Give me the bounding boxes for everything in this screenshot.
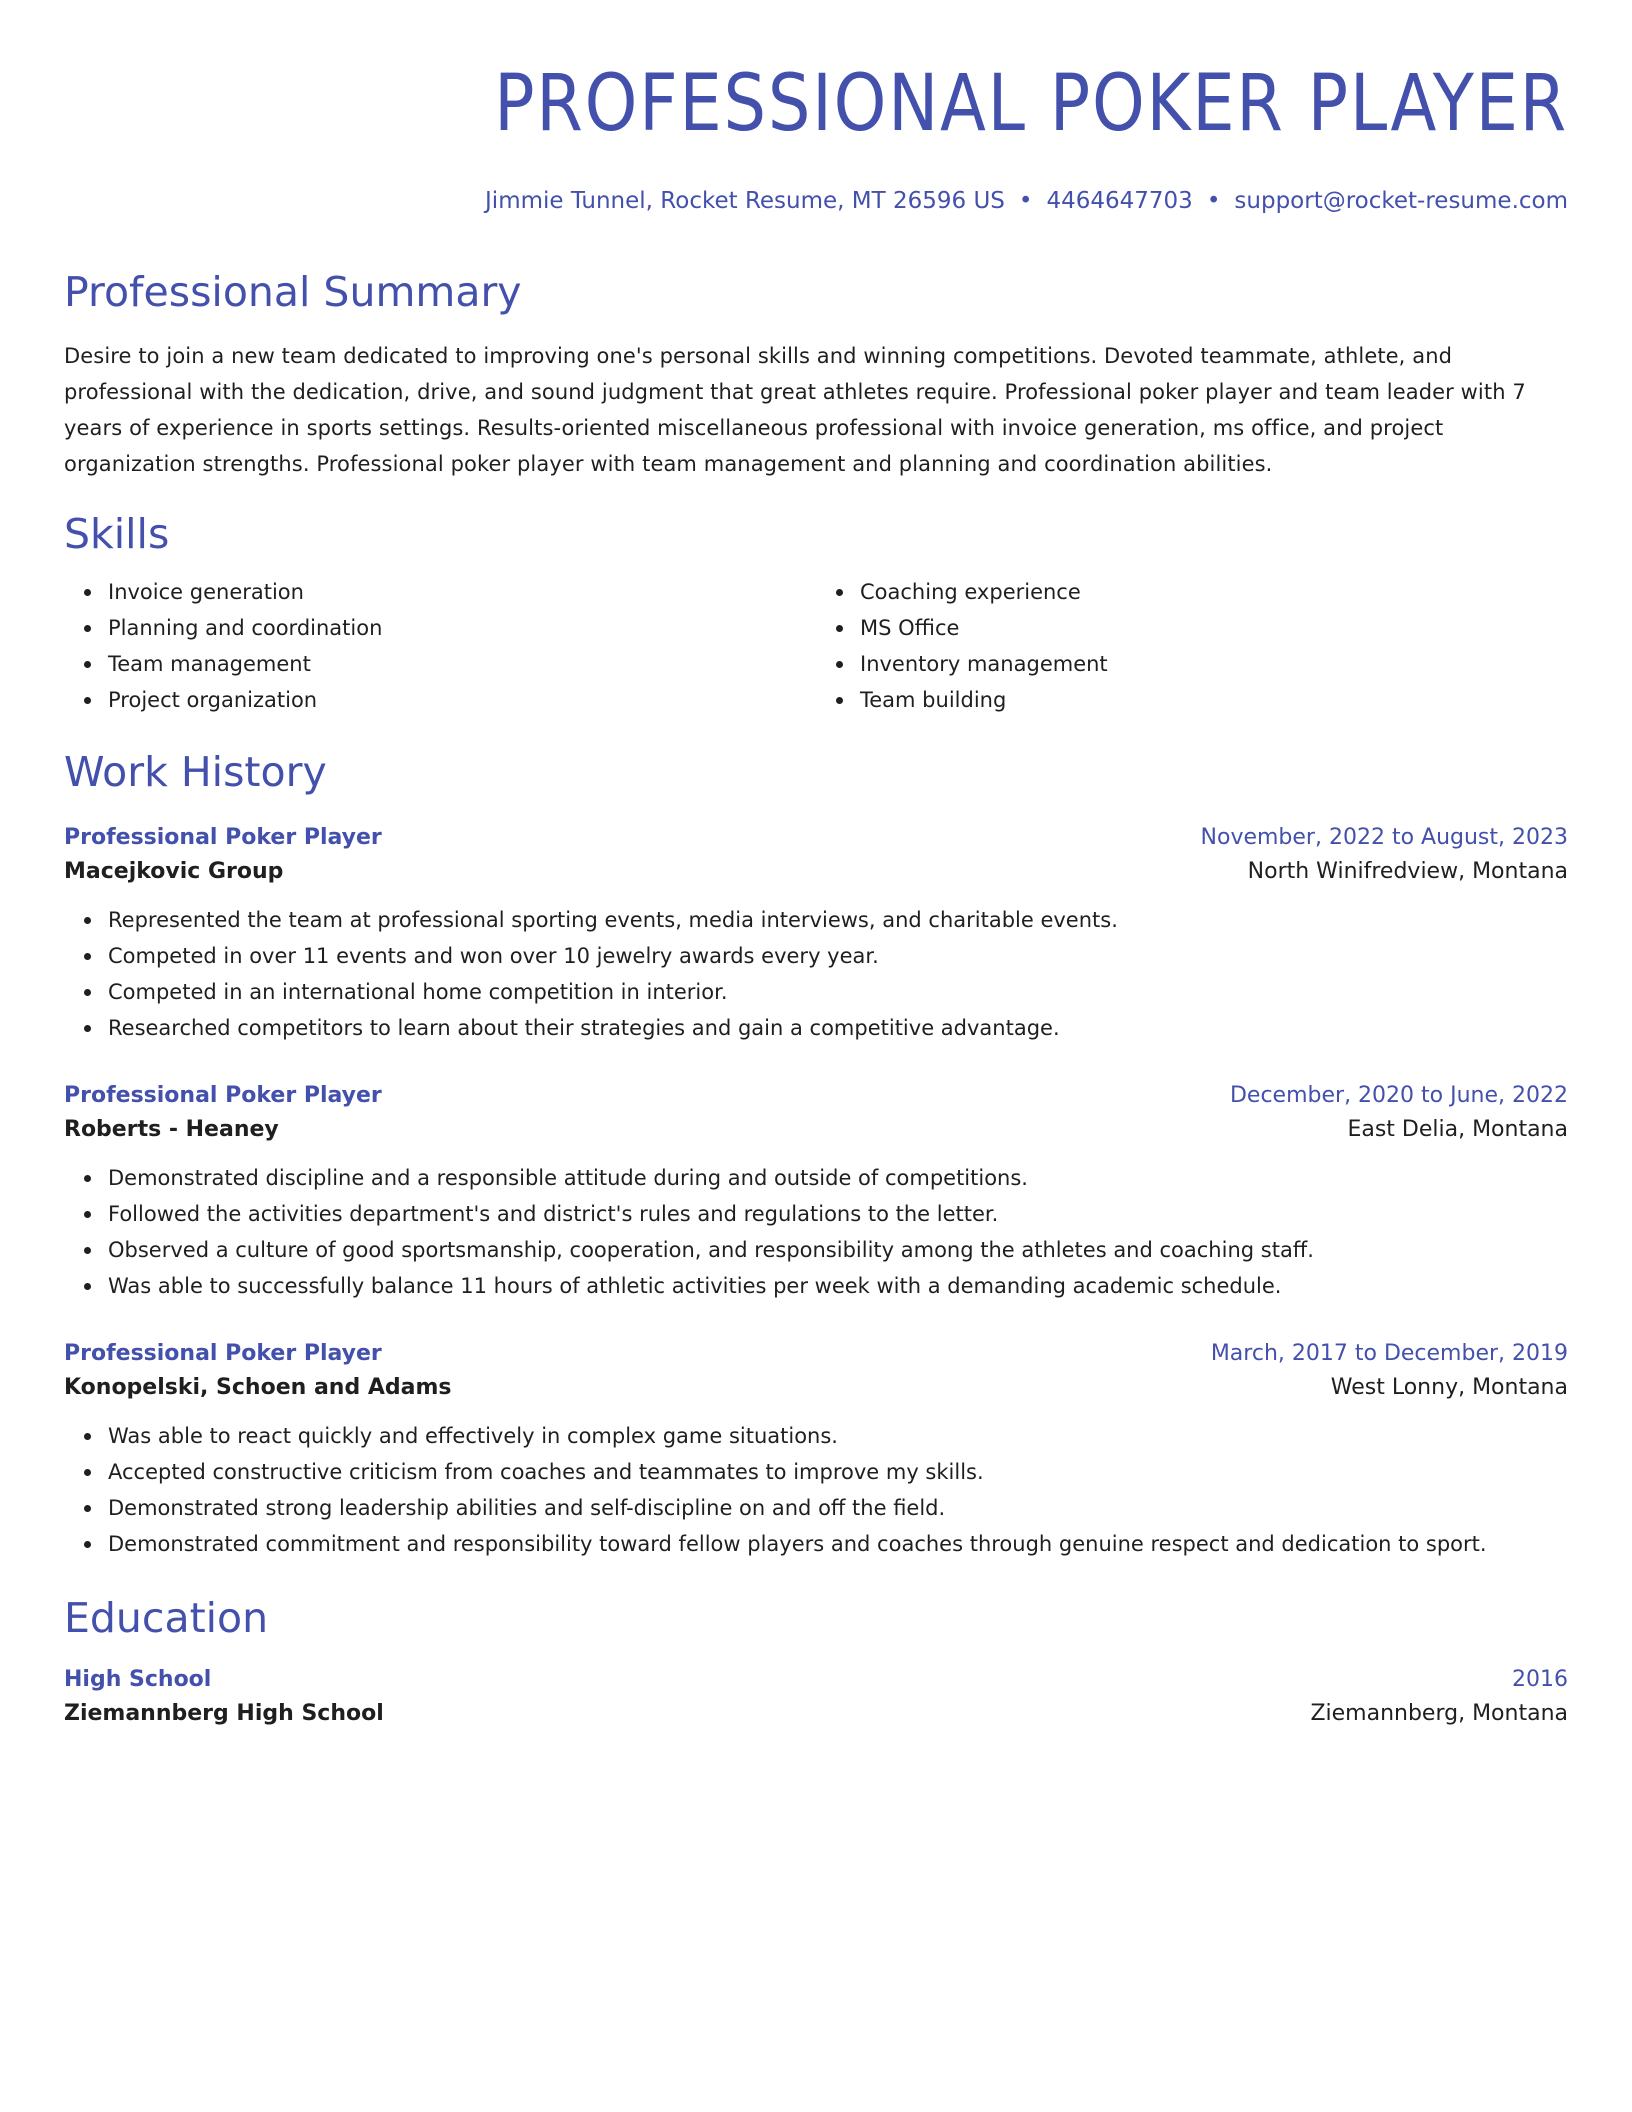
job-company: Macejkovic Group bbox=[64, 859, 284, 884]
job-bullet: Accepted constructive criticism from coaches and teammates to improve my skills. bbox=[108, 1454, 1568, 1490]
job-bullet: Was able to react quickly and effectively in complex game situations. bbox=[108, 1418, 1568, 1454]
job-bullets bbox=[64, 1160, 1568, 1304]
resume-title: PROFESSIONAL POKER PLAYER bbox=[494, 59, 1568, 149]
job-entry bbox=[64, 822, 1568, 1046]
skill-item: MS Office bbox=[860, 610, 1568, 646]
skill-item: Coaching experience bbox=[860, 574, 1568, 610]
contact-phone: 4464647703 bbox=[1046, 188, 1193, 214]
job-entry bbox=[64, 1338, 1568, 1562]
job-bullet: Researched competitors to learn about their strategies and gain a competitive advantage. bbox=[108, 1010, 1568, 1046]
contact-line bbox=[64, 186, 1568, 216]
job-bullet: Competed in over 11 events and won over 10 jewelry awards every year. bbox=[108, 938, 1568, 974]
job-bullet: Followed the activities department's and district's rules and regulations to the letter. bbox=[108, 1196, 1568, 1232]
education-year: 2016 bbox=[1512, 1667, 1568, 1692]
job-role: Professional Poker Player bbox=[64, 1083, 382, 1108]
skill-item: Inventory management bbox=[860, 646, 1568, 682]
skills-list bbox=[64, 574, 1568, 718]
job-company: Konopelski, Schoen and Adams bbox=[64, 1375, 452, 1400]
job-bullets bbox=[64, 1418, 1568, 1562]
skill-item: Team management bbox=[108, 646, 816, 682]
education-heading: Education bbox=[64, 1594, 269, 1642]
contact-separator: • bbox=[1206, 188, 1221, 214]
contact-separator: • bbox=[1018, 188, 1033, 214]
education-degree: High School bbox=[64, 1667, 212, 1692]
skills-heading: Skills bbox=[64, 510, 170, 558]
job-dates: November, 2022 to August, 2023 bbox=[1200, 825, 1568, 850]
skill-item: Planning and coordination bbox=[108, 610, 816, 646]
job-role: Professional Poker Player bbox=[64, 1341, 382, 1366]
education-school: Ziemannberg High School bbox=[64, 1701, 384, 1726]
job-company: Roberts - Heaney bbox=[64, 1117, 279, 1142]
work-history-heading: Work History bbox=[64, 748, 327, 796]
job-role: Professional Poker Player bbox=[64, 825, 382, 850]
job-bullet: Represented the team at professional sporting events, media interviews, and charitable events. bbox=[108, 902, 1568, 938]
skill-item: Invoice generation bbox=[108, 574, 816, 610]
summary-text: Desire to join a new team dedicated to improving one's personal skills and winning competitions. Devoted teammate, athlete, and professional with the dedication, drive, and sound judgment that great athletes require. Professional poker player and team leader with 7 years of experience in sports settings. Results-oriented miscellaneous professional with invoice generation, ms office, and project organization strengths. Professional poker player with team management and planning and coordination abilities. bbox=[64, 344, 1526, 476]
job-location: North Winifredview, Montana bbox=[1247, 859, 1568, 884]
education-entry bbox=[64, 1664, 1568, 1732]
job-bullet: Demonstrated strong leadership abilities and self-discipline on and off the field. bbox=[108, 1490, 1568, 1526]
job-bullet: Was able to successfully balance 11 hours of athletic activities per week with a demanding academic schedule. bbox=[108, 1268, 1568, 1304]
skill-item: Project organization bbox=[108, 682, 816, 718]
summary-heading: Professional Summary bbox=[64, 268, 522, 316]
job-bullet: Demonstrated discipline and a responsible attitude during and outside of competitions. bbox=[108, 1160, 1568, 1196]
job-entry bbox=[64, 1080, 1568, 1304]
job-bullet: Competed in an international home competition in interior. bbox=[108, 974, 1568, 1010]
skills-column-right bbox=[816, 574, 1568, 718]
job-bullet: Observed a culture of good sportsmanship, cooperation, and responsibility among the athletes and coaching staff. bbox=[108, 1232, 1568, 1268]
skills-column-left bbox=[64, 574, 816, 718]
job-dates: December, 2020 to June, 2022 bbox=[1229, 1083, 1568, 1108]
job-location: East Delia, Montana bbox=[1347, 1117, 1568, 1142]
education-location: Ziemannberg, Montana bbox=[1310, 1701, 1568, 1726]
job-location: West Lonny, Montana bbox=[1330, 1375, 1568, 1400]
skill-item: Team building bbox=[860, 682, 1568, 718]
contact-address: Jimmie Tunnel, Rocket Resume, MT 26596 US bbox=[485, 188, 1005, 214]
job-bullet: Demonstrated commitment and responsibility toward fellow players and coaches through genuine respect and dedication to sport. bbox=[108, 1526, 1568, 1562]
job-dates: March, 2017 to December, 2019 bbox=[1210, 1341, 1568, 1366]
job-bullets bbox=[64, 902, 1568, 1046]
contact-email: support@rocket-resume.com bbox=[1234, 188, 1568, 214]
